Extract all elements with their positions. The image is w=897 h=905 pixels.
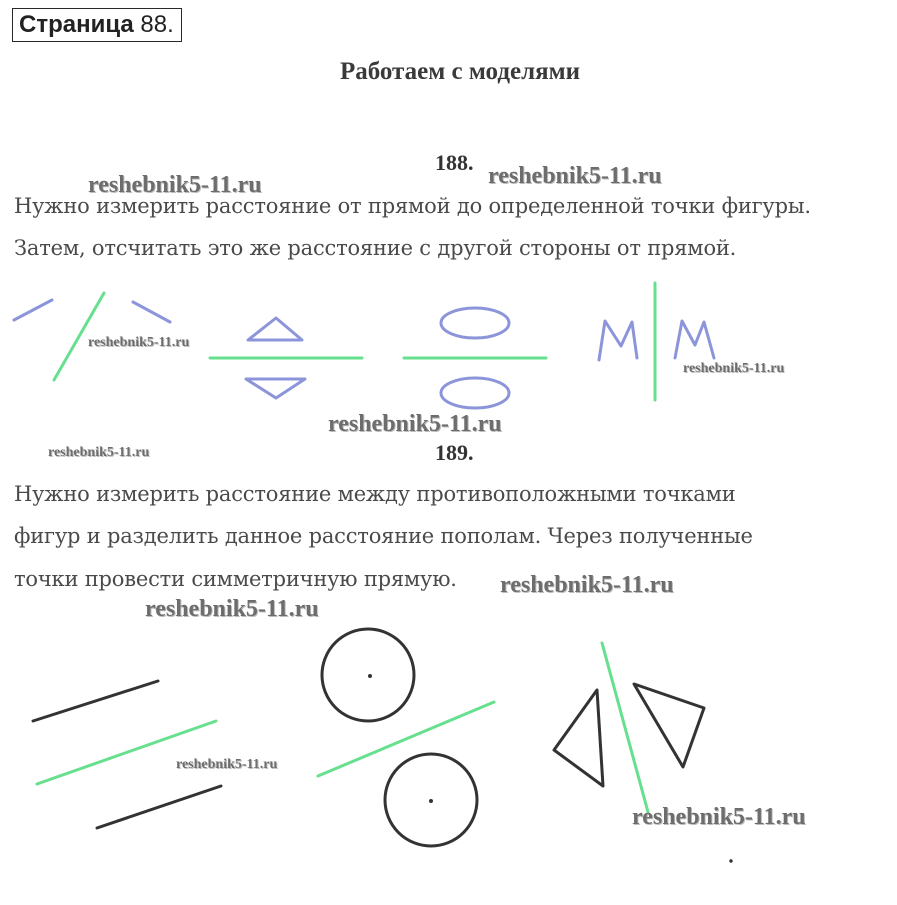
watermark: reshebnik5-11.ru — [48, 445, 150, 460]
triangle-top — [248, 318, 302, 340]
angle-segment-right — [133, 302, 170, 322]
watermark: reshebnik5-11.ru — [500, 572, 674, 598]
circle-bottom-center — [430, 800, 433, 803]
watermark: reshebnik5-11.ru — [145, 596, 319, 622]
triangle-bottom — [246, 379, 305, 398]
axis-line-segments — [37, 721, 216, 784]
watermark: reshebnik5-11.ru — [88, 335, 190, 350]
watermark: reshebnik5-11.ru — [488, 163, 662, 189]
watermark: reshebnik5-11.ru — [176, 757, 278, 772]
task-189-number: 189. — [435, 440, 474, 465]
watermark: reshebnik5-11.ru — [88, 172, 262, 198]
triangle-right — [634, 684, 704, 767]
circle-top-center — [369, 675, 372, 678]
task-188-number: 188. — [435, 150, 474, 175]
task-188-line-2: Затем, отсчитать это же расстояние с другой стороны от прямой. — [14, 236, 737, 260]
segment-bottom — [97, 786, 221, 828]
watermark: reshebnik5-11.ru — [683, 361, 785, 376]
page-title: Работаем с моделями — [339, 58, 581, 85]
task-189-line-2: фигур и разделить данное расстояние пополам. Через полученные — [14, 524, 753, 548]
watermark: reshebnik5-11.ru — [328, 411, 502, 437]
circle-top — [322, 629, 414, 721]
ellipse-top — [441, 308, 509, 338]
axis-line-triangles — [602, 643, 648, 812]
page-label-number: 88. — [140, 11, 174, 38]
page-label-word: Страница — [19, 11, 134, 38]
task-189-line-3: точки провести симметричную прямую. — [14, 567, 457, 591]
task-189-line-1: Нужно измерить расстояние между противоположными точками — [14, 482, 736, 506]
letter-m-right — [675, 321, 714, 358]
angle-segment-left — [14, 300, 52, 320]
triangle-left — [554, 690, 603, 786]
watermark: reshebnik5-11.ru — [632, 804, 806, 830]
segment-top — [33, 681, 158, 721]
stray-dot — [730, 860, 732, 862]
ellipse-bottom — [441, 378, 509, 408]
task-188-line-1: Нужно измерить расстояние от прямой до определенной точки фигуры. — [14, 194, 811, 218]
letter-m-left — [599, 321, 637, 360]
